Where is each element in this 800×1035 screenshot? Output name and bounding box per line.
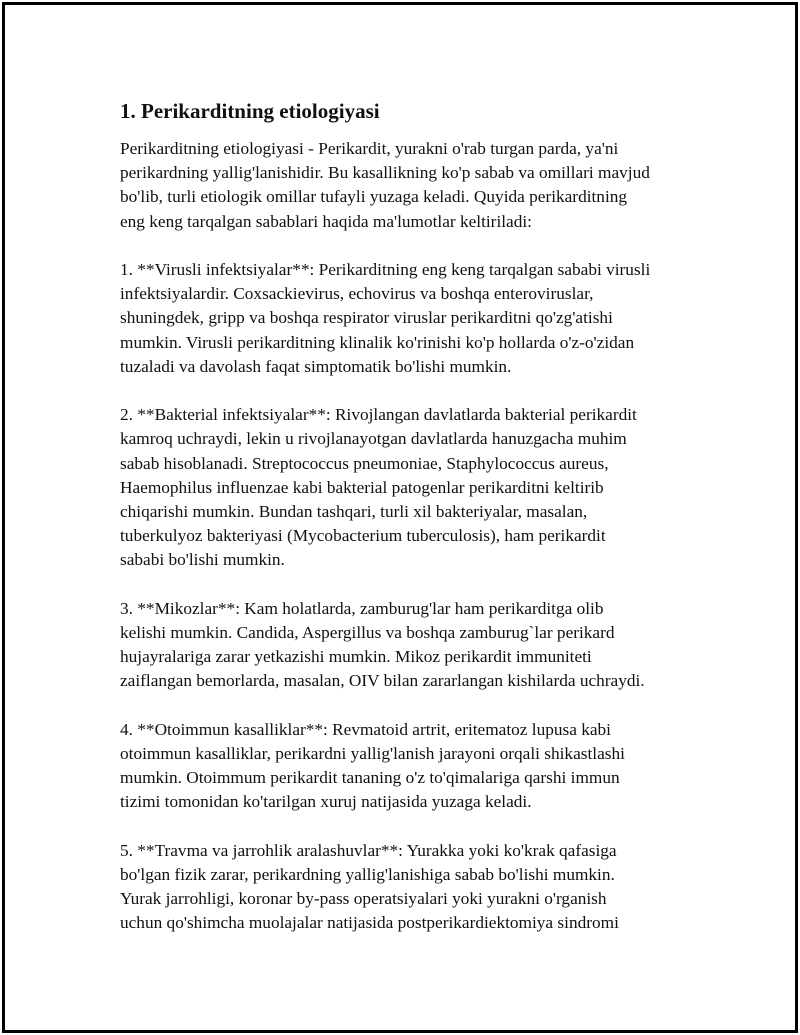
text-line: uchun qo'shimcha muolajalar natijasida postperikardiektomiya sindromi	[120, 913, 619, 933]
text-line: kamroq uchraydi, lekin u rivojlanayotgan davlatlarda hanuzgacha muhim	[120, 429, 627, 449]
paragraph-intro	[120, 137, 700, 234]
text-line: Haemophilus influenzae kabi bakterial patogenlar perikarditni keltirib	[120, 477, 604, 497]
paragraph-autoimmune-diseases	[120, 718, 700, 815]
text-line: bo'lgan fizik zarar, perikardning yallig'lanishiga sabab bo'lishi mumkin.	[120, 865, 615, 885]
text-line: infektsiyalardir. Coxsackievirus, echovirus va boshqa enteroviruslar,	[120, 284, 594, 304]
text-line: 1. **Virusli infektsiyalar**: Perikarditning eng keng tarqalgan sababi virusli	[120, 260, 651, 279]
text-line: Perikarditning etiologiyasi - Perikardit, yurakni o'rab turgan parda, ya'ni	[120, 139, 619, 158]
text-line: otoimmun kasalliklar, perikardni yallig'lanish jarayoni orqali shikastlashi	[120, 744, 625, 764]
text-line: tuberkulyoz bakteriyasi (Mycobacterium tuberculosis), ham perikardit	[120, 526, 606, 546]
text-line: Yurak jarrohligi, koronar by-pass operatsiyalari yoki yurakni o'rganish	[120, 889, 607, 909]
text-line: 4. **Otoimmun kasalliklar**: Revmatoid artrit, eritematoz lupusa kabi	[120, 719, 611, 739]
text-line: zaiflangan bemorlarda, masalan, OIV bilan zararlangan kishilarda uchraydi.	[120, 671, 645, 691]
document-body	[120, 97, 700, 960]
text-line: 2. **Bakterial infektsiyalar**: Rivojlangan davlatlarda bakterial perikardit	[120, 405, 637, 425]
text-line: eng keng tarqalgan sabablari haqida ma'lumotlar keltiriladi:	[120, 211, 532, 231]
text-line: sababi bo'lishi mumkin.	[120, 550, 285, 570]
text-line: bo'lib, turli etiologik omillar tufayli yuzaga keladi. Quyida perikarditning	[120, 187, 628, 207]
text-line: tizimi tomonidan ko'tarilgan xuruj natijasida yuzaga keladi.	[120, 792, 532, 812]
text-line: chiqarishi mumkin. Bundan tashqari, turli xil bakteriyalar, masalan,	[120, 502, 588, 522]
text-line: 5. **Travma va jarrohlik aralashuvlar**: Yurakka yoki ko'krak qafasiga	[120, 840, 617, 860]
text-line: shuningdek, gripp va boshqa respirator viruslar perikarditni qo'zg'atishi	[120, 308, 613, 328]
text-line: sabab hisoblanadi. Streptococcus pneumoniae, Staphylococcus aureus,	[120, 453, 609, 473]
text-line: kelishi mumkin. Candida, Aspergillus va boshqa zamburug`lar perikard	[120, 623, 615, 643]
page-frame	[2, 2, 798, 1033]
paragraph-mycoses	[120, 597, 700, 694]
text-line: mumkin. Virusli perikarditning klinalik ko'rinishi ko'p hollarda o'z-o'zidan	[120, 332, 635, 352]
paragraph-trauma-surgery	[120, 839, 700, 936]
text-line: 3. **Mikozlar**: Kam holatlarda, zamburug'lar ham perikarditga olib	[120, 598, 604, 618]
text-line: hujayralariga zarar yetkazishi mumkin. Mikoz perikardit immuniteti	[120, 647, 592, 667]
text-line: tuzaladi va davolash faqat simptomatik bo'lishi mumkin.	[120, 356, 512, 376]
text-line: mumkin. Otoimmum perikardit tananing o'z to'qimalariga qarshi immun	[120, 768, 620, 788]
section-heading: 1. Perikarditning etiologiyasi	[120, 99, 380, 123]
text-line: perikardning yallig'lanishidir. Bu kasallikning ko'p sabab va omillari mavjud	[120, 163, 650, 183]
paragraph-bacterial-infections	[120, 403, 700, 572]
paragraph-viral-infections	[120, 258, 700, 379]
